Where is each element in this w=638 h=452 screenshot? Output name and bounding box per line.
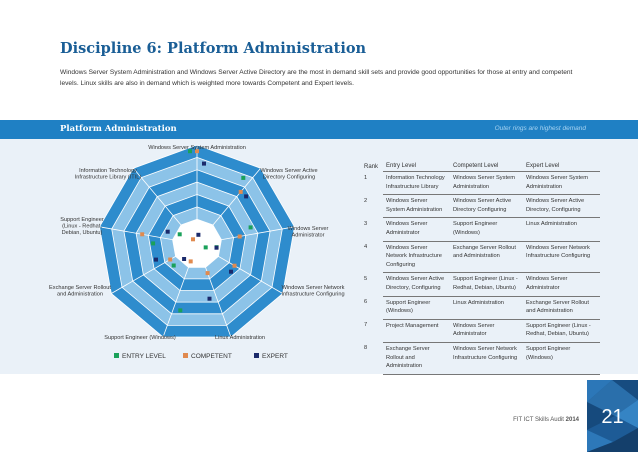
expert-cell: Windows Server System Administration (523, 172, 600, 195)
axis-label-line: (Linux - Redhat, (62, 223, 102, 230)
entry-cell: Support Engineer (Windows) (383, 296, 450, 319)
competent-marker (239, 190, 243, 194)
competent-cell: Windows Server Network Infrastructure Configuring (450, 342, 523, 374)
entry-marker (172, 264, 176, 268)
axis-label (104, 335, 176, 341)
expert-cell: Exchange Server Rollout and Administration (523, 296, 600, 319)
axis-label-line: Information Technology (79, 168, 137, 174)
table-row (360, 296, 600, 319)
axis-label-line: Directory Configuring (262, 174, 316, 181)
page-number: 21 (601, 406, 624, 428)
table-row (360, 241, 600, 273)
axis-label-line: Support Engineer (Windows) (104, 335, 176, 341)
legend-label: COMPETENT (191, 353, 232, 360)
axis-label-line: Infrastructure Library (ITIL) (74, 174, 142, 181)
header-competent: Competent Level (450, 163, 523, 172)
expert-marker (244, 194, 248, 198)
competent-cell: Linux Administration (450, 296, 523, 319)
header-rank: Rank (364, 163, 379, 170)
axis-label (148, 145, 246, 151)
entry-marker (151, 241, 155, 245)
axis-label-line: Exchange Server Rollout (49, 285, 111, 291)
entry-marker (204, 245, 208, 249)
competent-marker (168, 258, 172, 262)
rank-cell: 1 (364, 174, 368, 181)
table-row (360, 273, 600, 296)
panel-note: Outer rings are highest demand (494, 125, 586, 132)
rank-cell: 6 (364, 299, 368, 306)
expert-marker (208, 297, 212, 301)
entry-marker (178, 232, 182, 236)
axis-label (260, 168, 317, 181)
expert-cell: Support Engineer (Windows) (523, 342, 600, 374)
axis-label-line: and Administration (56, 291, 104, 298)
table-row (360, 195, 600, 218)
entry-cell: Information Technology Infrastructure Library (383, 172, 450, 195)
table-header-row (360, 163, 600, 172)
rank-cell: 2 (364, 197, 368, 204)
expert-cell: Windows Server Administrator (523, 273, 600, 296)
expert-marker (166, 230, 170, 234)
rank-table (360, 163, 600, 375)
axis-label-line: Windows Server (287, 226, 329, 232)
axis-label (49, 285, 111, 298)
expert-cell: Windows Server Network Infrastructure Configuring (523, 241, 600, 273)
axis-label-line: Debian, Ubuntu) (61, 230, 103, 237)
footer-text (513, 417, 579, 423)
axis-label-line: Windows Server Network (281, 285, 345, 291)
expert-marker (215, 246, 219, 250)
header-entry: Entry Level (383, 163, 450, 172)
competent-cell: Support Engineer (Linux - Redhat, Debian, Ubuntu) (450, 273, 523, 296)
axis-label-line: Support Engineer (60, 217, 104, 223)
axis-label-line: Windows Server System Administration (148, 145, 246, 151)
entry-marker (241, 176, 245, 180)
rank-cell: 3 (364, 220, 368, 227)
expert-cell: Windows Server Active Directory, Configuring (523, 195, 600, 218)
expert-cell: Support Engineer (Linux - Redhat, Debian, Ubuntu) (523, 319, 600, 342)
legend-label: ENTRY LEVEL (122, 353, 166, 360)
competent-cell: Exchange Server Rollout and Administration (450, 241, 523, 273)
footer-report-name: FIT ICT Skills Audit (513, 417, 564, 423)
entry-cell: Windows Server Network Infrastructure Configuring (383, 241, 450, 273)
axis-label (75, 168, 142, 181)
legend-swatch (114, 353, 119, 358)
table-row (360, 218, 600, 241)
table-row (360, 319, 600, 342)
footer-year: 2014 (565, 417, 579, 423)
rank-cell: 4 (364, 244, 368, 251)
intro-paragraph: Windows Server System Administration and Windows Server Active Directory are the most in demand skill sets and provide good opportunities for those at entry and competent levels. Linux skills are also in demand which is weighted more towards Competent and Expert levels. (60, 69, 573, 87)
entry-marker (249, 225, 253, 229)
competent-cell: Windows Server System Administration (450, 172, 523, 195)
rank-cell: 5 (364, 275, 368, 282)
axis-label (281, 285, 344, 298)
entry-cell: Windows Server System Administration (383, 195, 450, 218)
entry-cell: Exchange Server Rollout and Administration (383, 342, 450, 374)
competent-marker (233, 264, 237, 268)
expert-marker (229, 270, 233, 274)
entry-cell: Windows Server Active Directory, Configuring (383, 273, 450, 296)
competent-marker (238, 235, 242, 239)
table-row (360, 342, 600, 374)
competent-cell: Windows Server Administrator (450, 319, 523, 342)
axis-label (288, 226, 329, 239)
expert-cell: Linux Administration (523, 218, 600, 241)
entry-cell: Windows Server Administrator (383, 218, 450, 241)
header-expert: Expert Level (523, 163, 600, 172)
competent-marker (191, 237, 195, 241)
radar-legend (114, 353, 288, 360)
competent-marker (189, 259, 193, 263)
axis-label (60, 217, 104, 236)
axis-label (215, 335, 265, 341)
entry-cell: Project Management (383, 319, 450, 342)
expert-marker (154, 258, 158, 262)
competent-marker (206, 271, 210, 275)
legend-swatch (254, 353, 259, 358)
expert-marker (202, 162, 206, 166)
competent-marker (140, 232, 144, 236)
rank-cell: 7 (364, 322, 368, 329)
expert-marker (196, 233, 200, 237)
axis-label-line: Administrator (291, 232, 325, 239)
expert-marker (182, 257, 186, 261)
rank-cell: 8 (364, 345, 368, 352)
panel-title: Platform Administration (60, 124, 177, 134)
entry-marker (178, 308, 182, 312)
legend-label: EXPERT (262, 353, 288, 360)
table-row (360, 172, 600, 195)
page-title: Discipline 6: Platform Administration (60, 40, 367, 57)
axis-label-line: Linux Administration (214, 335, 266, 341)
competent-cell: Windows Server Active Directory Configuring (450, 195, 523, 218)
competent-cell: Support Engineer (Windows) (450, 218, 523, 241)
axis-label-line: Windows Server Active (260, 168, 318, 174)
legend-swatch (183, 353, 188, 358)
radar-chart (0, 139, 360, 374)
axis-label-line: Infrastructure Configuring (281, 291, 345, 298)
